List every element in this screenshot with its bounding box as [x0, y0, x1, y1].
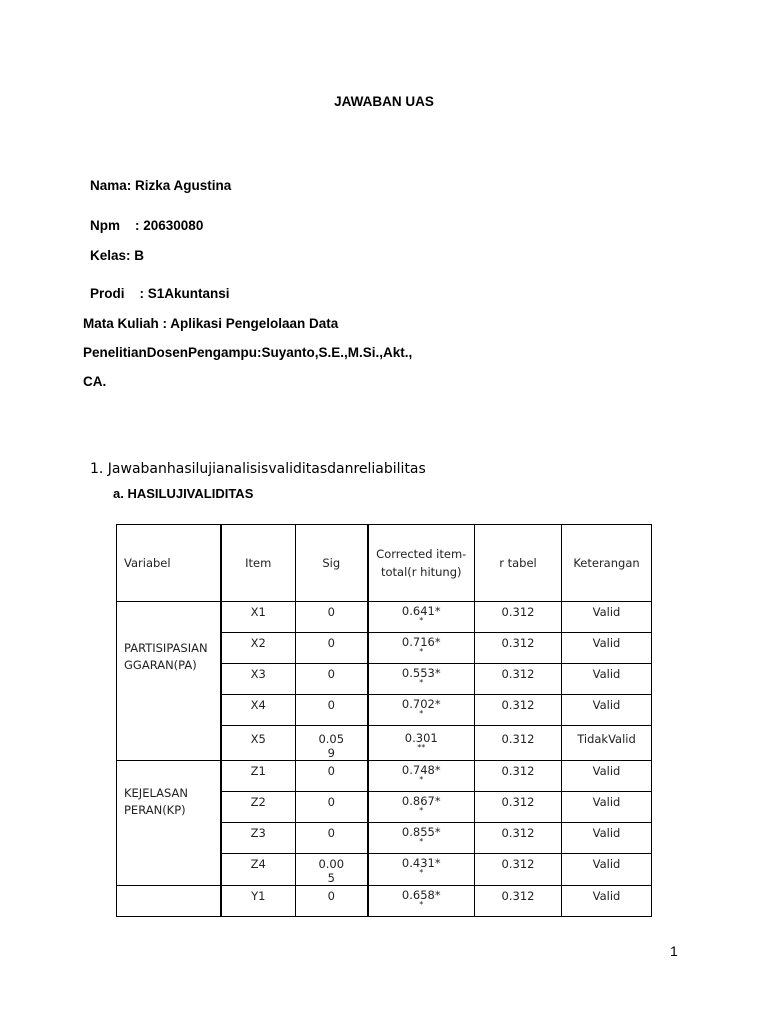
- cell-keterangan: TidakValid: [562, 726, 652, 761]
- cell-item: X3: [221, 664, 296, 695]
- cell-sig: 0: [296, 664, 368, 695]
- cell-sig: 0: [296, 761, 368, 792]
- field-nama: Nama: Rizka Agustina: [90, 178, 232, 193]
- cell-item: X4: [221, 695, 296, 726]
- cell-rtabel: 0.312: [475, 886, 562, 917]
- cell-sig: 0: [296, 823, 368, 854]
- prodi-label: Prodi: [90, 286, 125, 301]
- cell-item: Z1: [221, 761, 296, 792]
- cell-rtabel: 0.312: [475, 761, 562, 792]
- field-npm: [90, 218, 203, 233]
- cell-corrected: 0.702* *: [368, 695, 475, 726]
- group-label-pa: PARTISIPASIAN GGARAN(PA): [124, 641, 208, 672]
- npm-label: Npm: [90, 218, 120, 233]
- cell-rtabel: 0.312: [475, 854, 562, 886]
- cell-keterangan: Valid: [562, 886, 652, 917]
- cell-corrected: 0.641* *: [368, 602, 475, 633]
- field-dosen-line1: PenelitianDosenPengampu:Suyanto,S.E.,M.Si.,Akt.,: [83, 345, 413, 360]
- cell-keterangan: Valid: [562, 695, 652, 726]
- list-item-1: 1. Jawabanhasilujianalisisvaliditasdanreliabilitas: [90, 461, 426, 477]
- cell-item: Z2: [221, 792, 296, 823]
- group-label-kp: KEJELASAN PERAN(KP): [124, 786, 188, 817]
- group-cell-kp: [117, 761, 221, 886]
- cell-item: Z3: [221, 823, 296, 854]
- cell-rtabel: 0.312: [475, 823, 562, 854]
- table-row: [117, 761, 652, 792]
- cell-corrected: 0.867* *: [368, 792, 475, 823]
- cell-item: X2: [221, 633, 296, 664]
- page-number: 1: [670, 943, 678, 959]
- validity-table: [116, 524, 652, 917]
- header-corrected: Corrected item-total(r hitung): [368, 525, 475, 602]
- cell-rtabel: 0.312: [475, 633, 562, 664]
- cell-corrected: 0.301 **: [368, 726, 475, 761]
- header-variabel: Variabel: [117, 525, 221, 602]
- field-kelas: Kelas: B: [90, 248, 145, 263]
- header-item: Item: [221, 525, 296, 602]
- cell-corrected: 0.431* *: [368, 854, 475, 886]
- header-sig: Sig: [296, 525, 368, 602]
- cell-sig: 0: [296, 602, 368, 633]
- cell-sig: 0: [296, 886, 368, 917]
- cell-rtabel: 0.312: [475, 664, 562, 695]
- cell-item: X5: [221, 726, 296, 761]
- cell-item: Y1: [221, 886, 296, 917]
- table-row: [117, 602, 652, 633]
- document-title: JAWABAN UAS: [334, 94, 434, 109]
- cell-keterangan: Valid: [562, 602, 652, 633]
- cell-keterangan: Valid: [562, 664, 652, 695]
- cell-corrected: 0.748* *: [368, 761, 475, 792]
- group-cell-y: [117, 886, 221, 917]
- field-mata-kuliah: Mata Kuliah : Aplikasi Pengelolaan Data: [83, 316, 339, 331]
- sub-item-a: a. HASILUJIVALIDITAS: [113, 486, 254, 501]
- header-keterangan: Keterangan: [562, 525, 652, 602]
- cell-keterangan: Valid: [562, 792, 652, 823]
- cell-item: X1: [221, 602, 296, 633]
- field-dosen-line2: CA.: [83, 374, 107, 389]
- prodi-value: : S1Akuntansi: [139, 286, 230, 301]
- cell-rtabel: 0.312: [475, 726, 562, 761]
- cell-sig: 0: [296, 633, 368, 664]
- cell-keterangan: Valid: [562, 633, 652, 664]
- cell-corrected: 0.553* *: [368, 664, 475, 695]
- cell-sig: 0: [296, 695, 368, 726]
- group-cell-pa: [117, 602, 221, 761]
- table-header-row: [117, 525, 652, 602]
- cell-rtabel: 0.312: [475, 792, 562, 823]
- cell-corrected: 0.658* *: [368, 886, 475, 917]
- field-prodi: [90, 286, 230, 301]
- cell-item: Z4: [221, 854, 296, 886]
- cell-sig: 0.005: [296, 854, 368, 886]
- npm-value: : 20630080: [135, 218, 204, 233]
- cell-keterangan: Valid: [562, 761, 652, 792]
- header-rtabel: r tabel: [475, 525, 562, 602]
- cell-corrected: 0.855* *: [368, 823, 475, 854]
- cell-rtabel: 0.312: [475, 602, 562, 633]
- cell-keterangan: Valid: [562, 854, 652, 886]
- cell-sig: 0: [296, 792, 368, 823]
- cell-rtabel: 0.312: [475, 695, 562, 726]
- cell-sig: 0.059: [296, 726, 368, 761]
- table-row: [117, 886, 652, 917]
- cell-keterangan: Valid: [562, 823, 652, 854]
- cell-corrected: 0.716* *: [368, 633, 475, 664]
